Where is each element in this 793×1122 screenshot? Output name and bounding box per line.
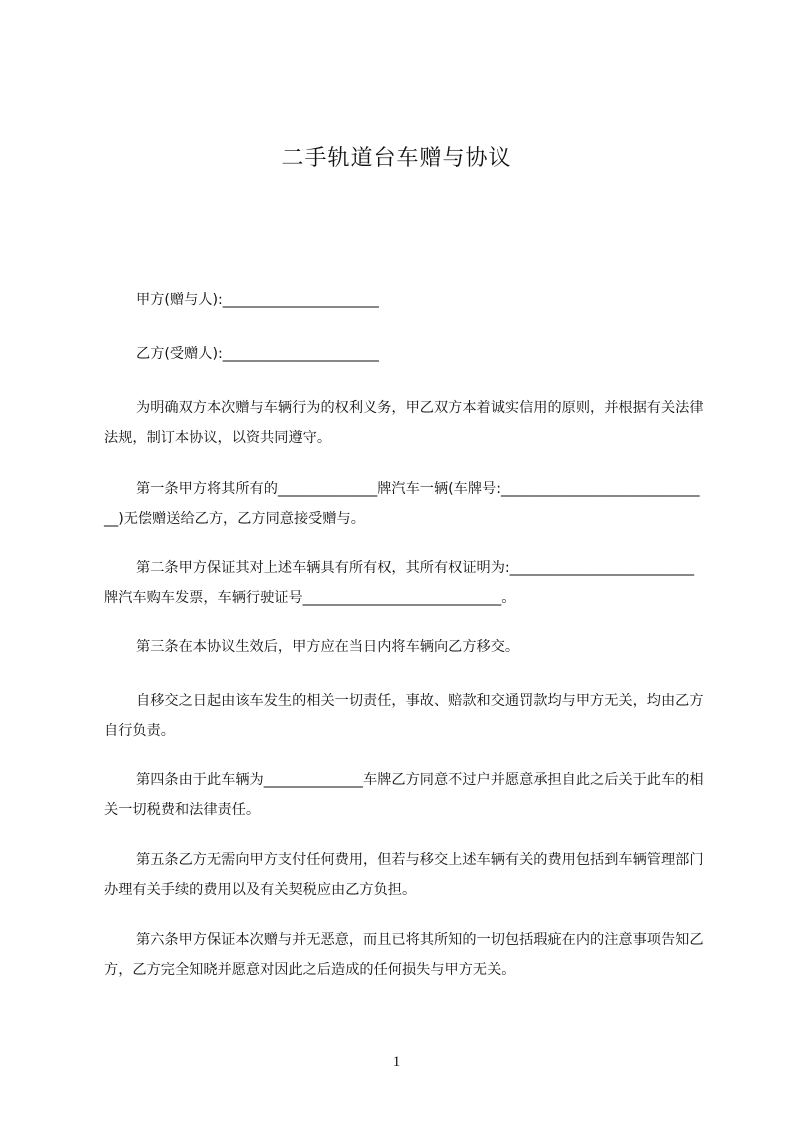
liability-paragraph: 自移交之日起由该车发生的相关一切责任，事故、赔款和交通罚款均与甲方无关，均由乙方自行负责。 — [104, 693, 704, 739]
party-b-line: 乙方(受赠人):______________________ — [136, 346, 379, 362]
article-6-paragraph: 第六条甲方保证本次赠与并无恶意，而且已将其所知的一切包括瑕疵在内的注意事项告知乙方，乙方完全知晓并愿意对因此之后造成的任何损失与甲方无关。 — [104, 932, 704, 978]
article-5-paragraph: 第五条乙方无需向甲方支付任何费用，但若与移交上述车辆有关的费用包括到车辆管理部门办理有关手续的费用以及有关契税应由乙方负担。 — [104, 852, 704, 898]
article-4-paragraph: 第四条由于此车辆为______________车牌乙方同意不过户并愿意承担自此之后关于此车的相关一切税费和法律责任。 — [104, 772, 704, 818]
article-3-paragraph: 第三条在本协议生效后，甲方应在当日内将车辆向乙方移交。 — [136, 639, 520, 655]
article-2-paragraph: 第二条甲方保证其对上述车辆具有所有权，其所有权证明为:__________________________牌汽车购车发票，车辆行驶证号____________________________。 — [104, 560, 695, 606]
document-title: 二手轨道台车赠与协议 — [281, 146, 512, 171]
article-1-paragraph: 第一条甲方将其所有的______________牌汽车一辆(车牌号:______________________________)无偿赠送给乙方，乙方同意接受赠与。 — [104, 481, 700, 527]
preamble-paragraph: 为明确双方本次赠与车辆行为的权利义务，甲乙双方本着诚实信用的原则，并根据有关法律法规，制订本协议，以资共同遵守。 — [104, 400, 704, 446]
page-number: 1 — [392, 1054, 401, 1070]
party-a-line: 甲方(赠与人):______________________ — [136, 292, 379, 308]
